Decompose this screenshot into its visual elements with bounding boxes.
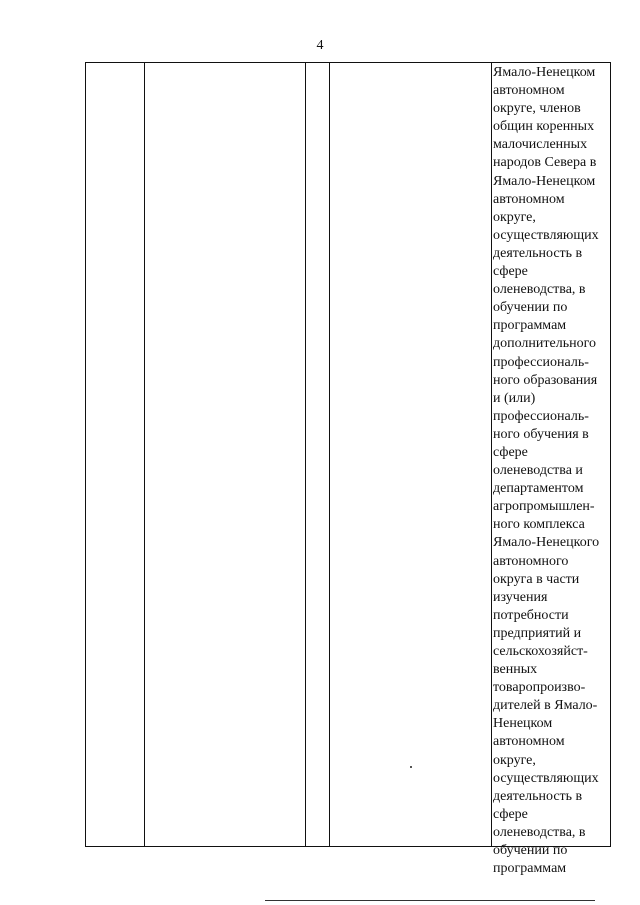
column-divider-2 — [305, 63, 306, 846]
scan-speck — [410, 766, 412, 768]
column-divider-4 — [491, 63, 492, 846]
bottom-rule — [265, 900, 595, 901]
table-frame — [85, 62, 611, 877]
column-divider-3 — [329, 63, 330, 846]
page-number: 4 — [316, 38, 324, 53]
column-divider-1 — [144, 63, 145, 846]
table-cell-text: Ямало-Ненецком автономном округе, членов общин коренных малочисленных народов Севера в Ямало-Ненецком автономном округе, осуществляющих деятельность в сфере оленеводства, в обучении по программам дополнительного профессиональ- ного образования и (или) профессиональ- ного обучения в сфере оленеводства и департаментом агропромышлен- ного комплекса Ямало-Ненецкого автономного округа в части изучения потребности предприятий и сельскохозяйст- венных товаропроизво- дителей в Ямало- Ненецком автономном округе, осуществляющих деятельность в сфере оленеводства, в обучении по программам — [493, 65, 600, 877]
